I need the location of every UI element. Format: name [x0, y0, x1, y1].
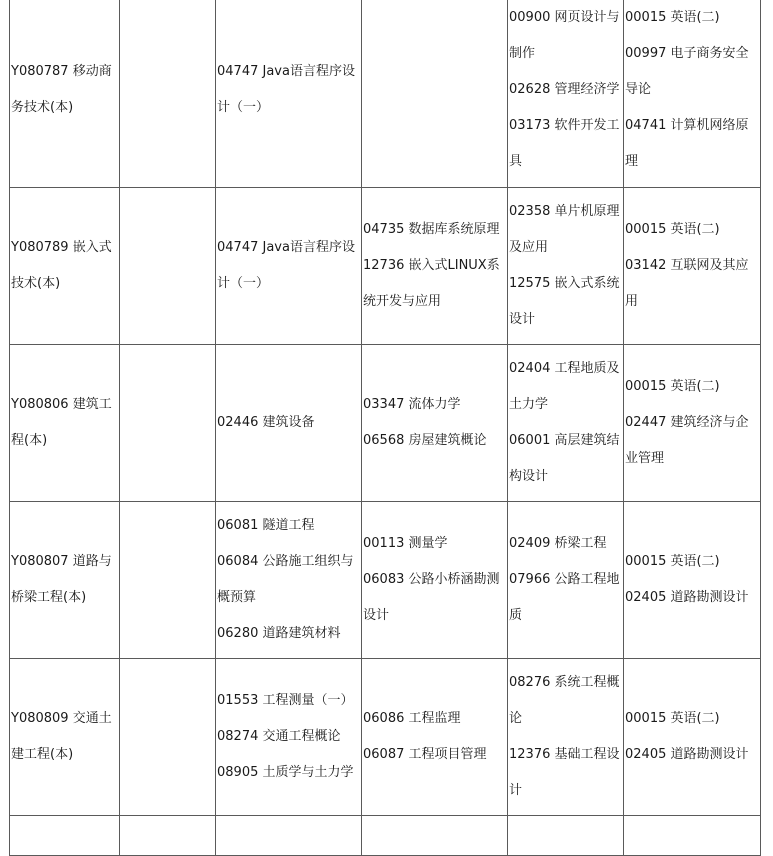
- course-item: 00113 测量学: [363, 536, 448, 551]
- course-item: 03173 软件开发工具: [509, 118, 620, 169]
- course-cell-col5: [508, 659, 624, 816]
- course-cell-col6: [624, 659, 761, 816]
- empty-cell: [120, 502, 216, 659]
- table-row: [10, 659, 761, 816]
- course-item: 06084 公路施工组织与概预算: [217, 554, 354, 605]
- course-cell-col4: [362, 0, 508, 188]
- major-cell: [10, 502, 120, 659]
- course-cell-col5: [508, 0, 624, 188]
- course-item: 08276 系统工程概论: [509, 675, 620, 726]
- course-item: 12575 嵌入式系统设计: [509, 276, 620, 327]
- course-cell-col5: [508, 188, 624, 345]
- course-item: 12376 基础工程设计: [509, 747, 620, 798]
- course-item: 08274 交通工程概论: [217, 729, 341, 744]
- table-row: [10, 0, 761, 188]
- course-cell-col3: [216, 659, 362, 816]
- major-name: Y080789 嵌入式技术(本): [11, 240, 112, 291]
- course-item: 08905 土质学与土力学: [217, 765, 354, 780]
- course-item: 00015 英语(二): [625, 379, 720, 394]
- course-item: 00900 网页设计与制作: [509, 10, 620, 61]
- course-item: 07966 公路工程地质: [509, 572, 620, 623]
- course-item: 02447 建筑经济与企业管理: [625, 415, 749, 466]
- course-cell-col4: [362, 502, 508, 659]
- course-item: 00015 英语(二): [625, 554, 720, 569]
- course-cell-col6: [624, 188, 761, 345]
- course-cell-col5: [508, 345, 624, 502]
- course-item: 00997 电子商务安全导论: [625, 46, 749, 97]
- empty-cell: [362, 816, 508, 856]
- course-cell-col5: [508, 502, 624, 659]
- course-item: 00015 英语(二): [625, 222, 720, 237]
- course-cell-col3: [216, 0, 362, 188]
- major-name: Y080806 建筑工程(本): [11, 397, 112, 448]
- major-name: Y080807 道路与桥梁工程(本): [11, 554, 112, 605]
- empty-cell: [120, 345, 216, 502]
- course-cell-col6: [624, 345, 761, 502]
- major-cell: [10, 188, 120, 345]
- course-item: 04747 Java语言程序设计（一）: [217, 240, 355, 291]
- table-row: [10, 816, 761, 856]
- major-name: Y080787 移动商务技术(本): [11, 64, 112, 115]
- course-item: 06081 隧道工程: [217, 518, 315, 533]
- course-cell-col4: [362, 659, 508, 816]
- major-cell: [10, 659, 120, 816]
- course-item: 06083 公路小桥涵勘测设计: [363, 572, 500, 623]
- empty-cell: [624, 816, 761, 856]
- course-item: 02404 工程地质及土力学: [509, 361, 620, 412]
- course-cell-col6: [624, 502, 761, 659]
- empty-cell: [120, 188, 216, 345]
- empty-cell: [120, 0, 216, 188]
- course-item: 02409 桥梁工程: [509, 536, 607, 551]
- course-cell-col3: [216, 345, 362, 502]
- course-item: 04735 数据库系统原理: [363, 222, 500, 237]
- table-row: [10, 502, 761, 659]
- major-cell: [10, 0, 120, 188]
- course-cell-col4: [362, 345, 508, 502]
- course-item: 06280 道路建筑材料: [217, 626, 341, 641]
- course-item: 06087 工程项目管理: [363, 747, 487, 762]
- course-item: 04741 计算机网络原理: [625, 118, 749, 169]
- course-item: 01553 工程测量（一）: [217, 693, 354, 708]
- course-item: 06568 房屋建筑概论: [363, 433, 487, 448]
- course-item: 00015 英语(二): [625, 10, 720, 25]
- course-item: 04747 Java语言程序设计（一）: [217, 64, 355, 115]
- major-cell: [10, 345, 120, 502]
- course-item: 02405 道路勘测设计: [625, 590, 749, 605]
- course-item: 02405 道路勘测设计: [625, 747, 749, 762]
- empty-cell: [10, 816, 120, 856]
- course-cell-col3: [216, 502, 362, 659]
- course-item: 06001 高层建筑结构设计: [509, 433, 620, 484]
- table-row: [10, 345, 761, 502]
- exam-course-table: [9, 0, 761, 856]
- table-row: [10, 188, 761, 345]
- course-item: 03347 流体力学: [363, 397, 461, 412]
- course-item: 02446 建筑设备: [217, 415, 315, 430]
- course-item: 03142 互联网及其应用: [625, 258, 749, 309]
- course-cell-col3: [216, 188, 362, 345]
- empty-cell: [120, 659, 216, 816]
- empty-cell: [120, 816, 216, 856]
- course-item: 02358 单片机原理及应用: [509, 204, 620, 255]
- course-cell-col6: [624, 0, 761, 188]
- course-item: 12736 嵌入式LINUX系统开发与应用: [363, 258, 500, 309]
- empty-cell: [216, 816, 362, 856]
- course-item: 00015 英语(二): [625, 711, 720, 726]
- empty-cell: [508, 816, 624, 856]
- course-cell-col4: [362, 188, 508, 345]
- major-name: Y080809 交通土建工程(本): [11, 711, 112, 762]
- course-item: 06086 工程监理: [363, 711, 461, 726]
- course-item: 02628 管理经济学: [509, 82, 620, 97]
